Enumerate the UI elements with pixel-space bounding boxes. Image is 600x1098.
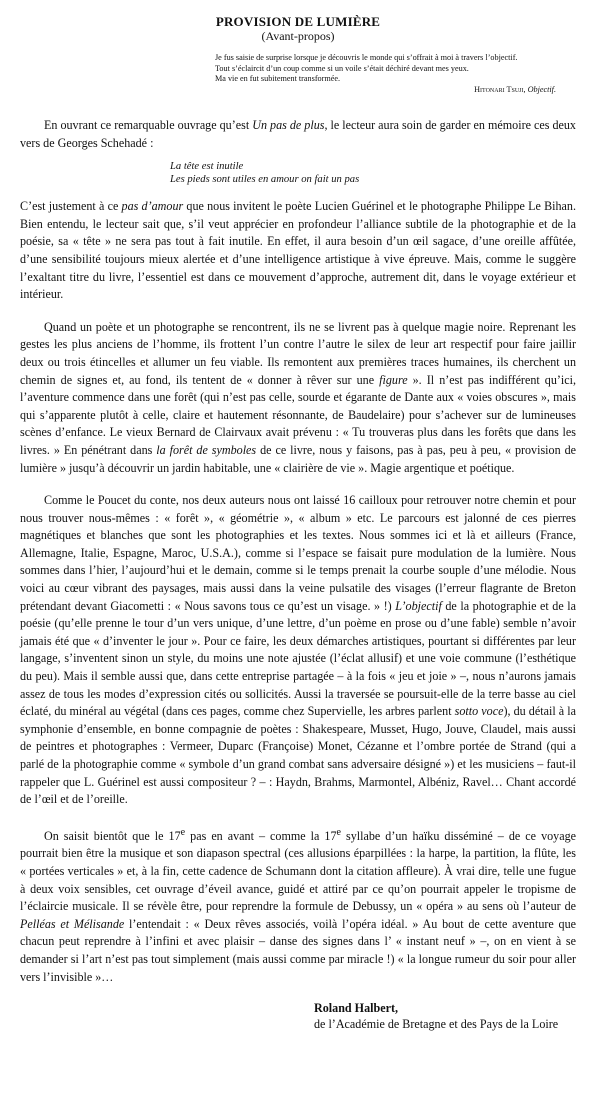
- paragraph-2-text-a: C’est justement à ce: [20, 199, 122, 214]
- page-subtitle: (Avant-propos): [261, 29, 335, 43]
- verse-line-1: La tête est inutile: [170, 161, 244, 173]
- epigraph-line-1: Je fus saisie de surprise lorsque je découvris le monde qui s’offrait à moi à travers l’objectif.: [215, 53, 518, 62]
- paragraph-4-text-a: Comme le Poucet du conte, nos deux auteurs nous ont laissé 16 cailloux pour retrouver notre chemin et pour nous trouver nous-mêmes : « forêt », « géométrie », « album » etc. Le parcours est jalonné de ces pierres magnétiques et blanches que sont les photographies et les textes. Nous sommes ici et là et ailleurs (France, Allemagne, Italie, Espagne, Maroc, U.S.A.), comme si l’espace se faisait pure modulation de la lumière. Nous sommes dans l’hier, l’aujourd’hui et le demain, comme si le temps prenait la courbe souple d’une mélodie. Nous voici au cœur vibrant des paysages, mais aussi dans la veine pulsatile des visages (l’erreur flagrante de Breton prétendant devant Giacometti : « Nous savons tous ce qu’est un visage. » !): [20, 493, 576, 613]
- paragraph-3-text-a: Quand un poète et un photographe se rencontrent, ils ne se livrent pas à quelque magie noire. Reprenant les gestes les plus anciens de l’homme, ils frottent l’un contre l’autre le silex de leur art respectif pour faire jaillir deux ou trois étincelles et allumer un feu viable. Ils remontent aux premières traces humaines, ils cherchent un chemin de signes et, au fond, ils tentent de « donner à rêver sur une: [20, 319, 576, 387]
- paragraph-3: [20, 319, 576, 477]
- paragraph-2-emphasis: pas d’amour: [121, 199, 184, 214]
- paragraph-2-text-b: que nous invitent le poète Lucien Guérinel et le photographe Philippe Le Bihan. Bien entendu, le lecteur sait que, s’il veut apprécier en profondeur l’alliance subtile de la photographie et de la poésie, sa « tête » ne sera pas tout à fait inutile. En effet, il aura besoin d’un œil sagace, d’une oreille affûtée, d’une sensibilité toujours mieux alertée et d’une intelligence artistique à vive épreuve. Mais, comme le suggère l’exaltant titre du livre, l’essentiel est dans ce mouvement d’approche, autrement dit, dans le voyage extérieur et intérieur.: [20, 199, 577, 302]
- paragraph-5-text-a: On saisit bientôt que le 17: [44, 828, 181, 843]
- paragraph-4-text-b: de la photographie et de la poésie (qu’elle prenne le tour d’un vers unique, d’une lettre, d’un poème en prose ou d’une fable) semble n’avoir jamais été que « d’inventer le jour ». Pour ce faire, les deux démarches artistiques, pourtant si différentes par leur langage, s’inventent sinon un style, du moins une note ajustée (l’éclat allusif) et une voie commune (l’esthétique du peu). Mais il semble aussi que, dans cette entreprise partagée – à la fois « jeu et joie » –, nous n’aurons jamais assez de tous les modes d’expression cités ou sollicités. Aussi la traversée se poursuit-elle de la terre basse au ciel éclaté, du minéral au végétal (dans ces pages, comme chez Supervielle, les arbres parlent: [20, 598, 576, 719]
- paragraph-1-text-b: , le lecteur aura soin de garder en mémoire ces deux vers de Georges Schehadé :: [20, 118, 576, 150]
- signature-name: Roland Halbert,: [314, 1001, 398, 1016]
- paragraph-4: [20, 492, 576, 809]
- epigraph-attribution: [215, 85, 556, 96]
- signature-affiliation: de l’Académie de Bretagne et des Pays de la Loire: [314, 1017, 559, 1032]
- epigraph: [215, 53, 576, 95]
- paragraph-1-text-a: En ouvrant ce remarquable ouvrage qu’est: [44, 118, 253, 132]
- signature-block: [314, 1000, 576, 1032]
- book-title: Un pas de plus: [252, 118, 325, 132]
- epigraph-line-2: Tout s’éclaircit d’un coup comme si un voile s’était déchiré devant mes yeux.: [215, 63, 469, 73]
- superscript-e-2: e: [336, 826, 341, 838]
- paragraph-3-emphasis-2: la forêt de symboles: [156, 442, 257, 457]
- verse-quote: [170, 160, 576, 186]
- paragraph-3-text-b: ». Il n’est pas indifférent qu’ici, l’aventure commence dans une forêt (qui n’est pas celle, sourde et égarante de Dante aux « voies obscures », mais qui s’apparente plutôt à celle, claire et hautement résonnante, de Baudelaire) pour s’achever sur de lumineuses scènes d’enfance. Le vieux Bernard de Clairvaux avait prévenu : « Tu trouveras plus dans les forêts que dans les livres. » En pénétrant dans: [20, 372, 577, 457]
- paragraph-4-text-c: ), du détail à la symphonie d’ensemble, en bonne compagnie de poètes : Shakespeare, Musset, Hugo, Jouve, Claudel, mais aussi de peintres et photographes : Vermeer, Duparc (Françoise) Monet, Cézanne et l’ombre portée de Strand (qui a parlé de la photographie comme « symbole d’un grand combat sans adversaire désigné ») et les musiciens – faut-il rappeler que L. Guérinel est aussi compositeur ? – : Haydn, Brahms, Marmontel, Albéniz, Ravel… Chant accordé de l’œil et de l’oreille.: [20, 704, 576, 807]
- paragraph-3-text-c: de ce livre, nous y faisons, pas à pas, peu à peu, « provision de lumière » jusqu’à découvrir un jardin habitable, une « clairière de vie ». Magie argentique et poétique.: [20, 442, 576, 475]
- page-title: PROVISION DE LUMIÈRE: [215, 14, 381, 29]
- paragraph-5: [20, 824, 576, 986]
- epigraph-author: Hitonari Tsuji,: [474, 84, 526, 94]
- paragraph-2: [20, 198, 576, 304]
- paragraph-5-text-c: syllabe d’un haïku disséminé – de ce voyage pourrait bien être la musique et son diapason spectral (ces allusions éparpillées : la harpe, la partition, la flûte, les « portées verticales » et, à la fin, cette cadence de Schumann dont la citation affleure). À vrai dire, telle une fugue à deux voix sensibles, cet ouvrage d’éveil avance, guidé et attiré par ce qu’on pourrait appeler le tropisme de l’éclaircie musicale. Il se révèle être, pour reprendre la formule de Debussy, un « opéra » au sens où l’auteur de: [20, 828, 576, 914]
- paragraph-5-text-b: pas en avant – comme la 17: [185, 828, 337, 843]
- epigraph-work: Objectif.: [527, 84, 556, 94]
- verse-line-2: Les pieds sont utiles en amour on fait un pas: [170, 174, 360, 186]
- epigraph-line-3: Ma vie en fut subitement transformée.: [215, 74, 341, 83]
- paragraph-4-emphasis-2: sotto voce: [454, 704, 504, 719]
- paragraph-3-emphasis-1: figure: [379, 372, 408, 387]
- paragraph-4-emphasis-1: L’objectif: [395, 598, 442, 613]
- superscript-e-1: e: [180, 826, 186, 838]
- opera-title: Pelléas et Mélisande: [20, 916, 125, 931]
- paragraph-5-text-d: l’entendait : « Deux rêves associés, voilà l’opéra idéal. » Au bout de cette aventure que chacun peut reprendre à l’infini et avec plaisir – danse des signes dans l’ « instant neuf » –, on en vient à se demander si l’art n’est pas tout simplement (mais aussi comme par miracle !) « la longue rumeur du soir pour aller vers l’invisible »…: [20, 916, 576, 984]
- paragraph-1: [20, 117, 576, 152]
